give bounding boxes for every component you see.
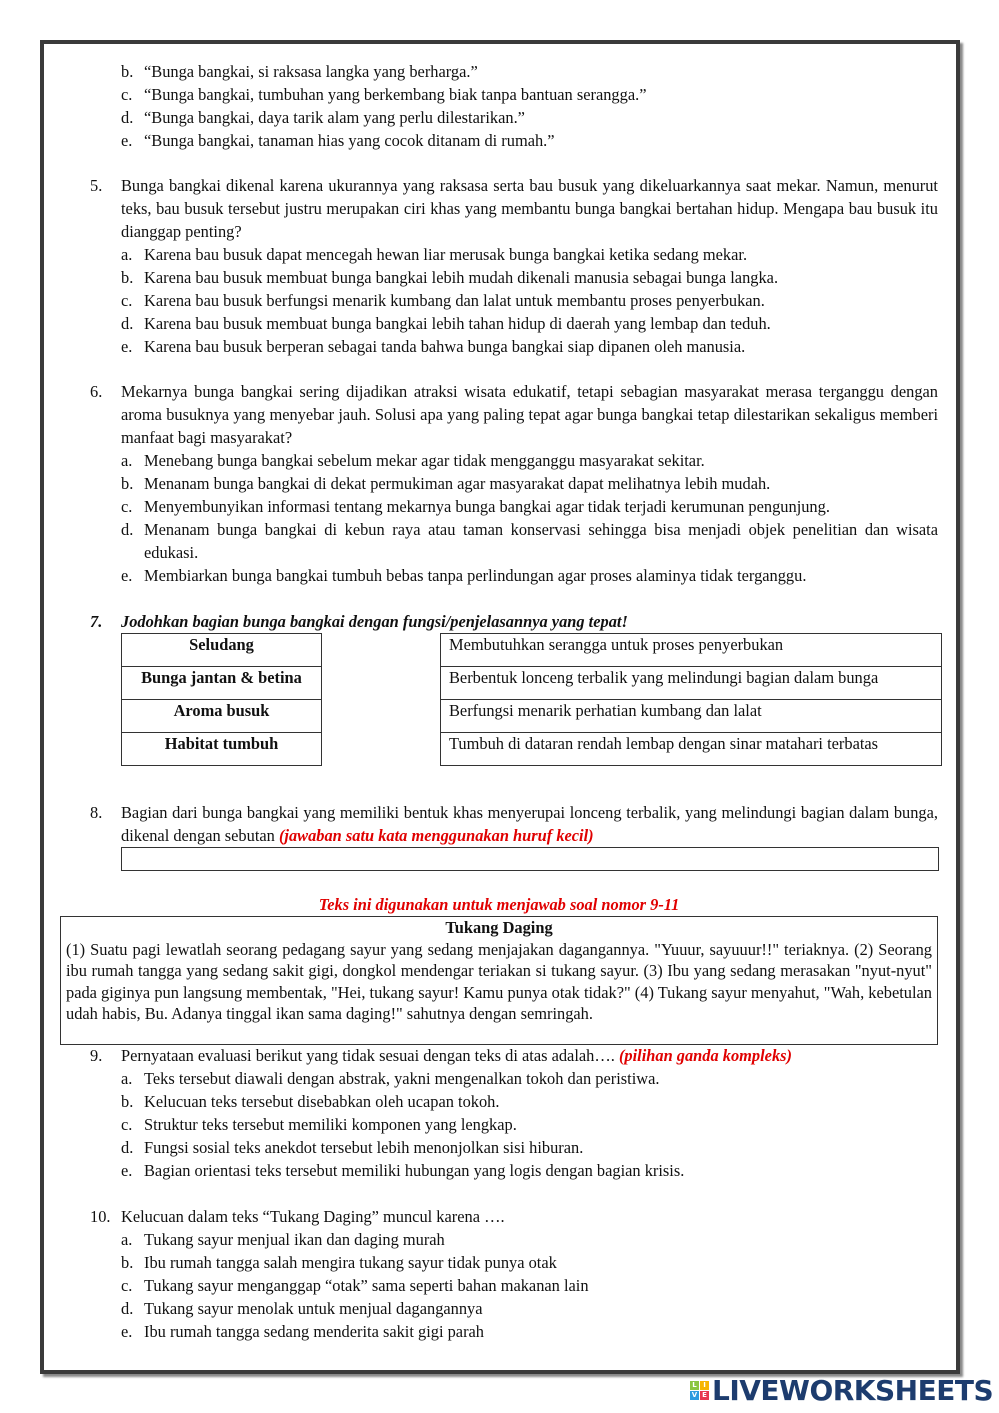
question-stem: Bunga bangkai dikenal karena ukurannya yang raksasa serta bau busuk yang dikeluarkannya saat mekar. Namun, menurut teks, bau busuk tersebut justru merupakan ciri khas yang membantu bunga bangkai bertahan hidup. Mengapa bau busuk itu dianggap penting? <box>121 176 938 241</box>
option-text: Tukang sayur menolak untuk menjual dagangannya <box>144 1299 483 1318</box>
answer-option[interactable] <box>121 83 938 106</box>
option-letter: b. <box>121 62 134 81</box>
option-text: Fungsi sosial teks anekdot tersebut lebih menonjolkan sisi hiburan. <box>144 1138 584 1157</box>
option-text: Menyembunyikan informasi tentang mekarnya bunga bangkai agar tidak terjadi kerumunan pengunjung. <box>144 497 830 516</box>
option-text: “Bunga bangkai, daya tarik alam yang perlu dilestarikan.” <box>144 108 525 127</box>
option-letter: c. <box>121 291 133 310</box>
option-letter: c. <box>121 1115 133 1134</box>
answer-input[interactable] <box>121 847 939 871</box>
answer-option[interactable] <box>121 243 938 266</box>
option-letter: e. <box>121 337 133 356</box>
option-text: Bagian orientasi teks tersebut memiliki hubungan yang logis dengan bagian krisis. <box>144 1161 685 1180</box>
answer-option[interactable] <box>121 472 938 495</box>
answer-option[interactable] <box>121 312 938 335</box>
option-letter: c. <box>121 85 133 104</box>
option-text: Ibu rumah tangga salah mengira tukang sayur tidak punya otak <box>144 1253 557 1272</box>
option-letter: e. <box>121 131 133 150</box>
logo-text: LIVEWORKSHEETS <box>712 1374 994 1407</box>
option-text: Tukang sayur menjual ikan dan daging murah <box>144 1230 445 1249</box>
option-text: Menanam bunga bangkai di dekat permukiman agar masyarakat dapat melihatnya lebih mudah. <box>144 474 771 493</box>
option-letter: c. <box>121 1276 133 1295</box>
answer-option[interactable] <box>121 449 938 472</box>
answer-option[interactable] <box>121 1297 938 1320</box>
option-text: Struktur teks tersebut memiliki komponen yang lengkap. <box>144 1115 517 1134</box>
option-text: “Bunga bangkai, tanaman hias yang cocok ditanam di rumah.” <box>144 131 555 150</box>
question-stem: Mekarnya bunga bangkai sering dijadikan atraksi wisata edukatif, tetapi sebagian masyarakat merasa terganggu dengan aroma busuknya yang menyebar jauh. Solusi apa yang paling tepat agar bunga bangkai tetap dilestarikan sekaligus memberi manfaat bagi masyarakat? <box>121 382 938 447</box>
answer-option[interactable] <box>121 266 938 289</box>
option-letter: e. <box>121 566 133 585</box>
option-text: Menebang bunga bangkai sebelum mekar agar tidak mengganggu masyarakat sekitar. <box>144 451 705 470</box>
option-letter: a. <box>121 1230 133 1249</box>
option-letter: a. <box>121 451 133 470</box>
match-right-item[interactable]: Berbentuk lonceng terbalik yang melindungi bagian dalam bunga <box>441 667 942 700</box>
question-6 <box>90 380 938 587</box>
match-right-item[interactable]: Membutuhkan serangga untuk proses penyerbukan <box>441 634 942 667</box>
match-left-item[interactable]: Bunga jantan & betina <box>122 667 322 700</box>
option-letter: d. <box>121 1299 134 1318</box>
option-letter: b. <box>121 268 134 287</box>
answer-option[interactable] <box>121 1228 938 1251</box>
question-stem: Pernyataan evaluasi berikut yang tidak sesuai dengan teks di atas adalah…. <box>121 1046 615 1065</box>
option-letter: d. <box>121 314 134 333</box>
option-letter: a. <box>121 245 133 264</box>
question-note: (pilihan ganda kompleks) <box>618 1046 792 1065</box>
option-letter: a. <box>121 1069 133 1088</box>
answer-option[interactable] <box>121 129 938 152</box>
question-5 <box>90 174 938 358</box>
option-text: Karena bau busuk membuat bunga bangkai lebih mudah dikenali manusia sebagai bunga langka. <box>144 268 779 287</box>
question-10 <box>90 1205 938 1343</box>
option-text: Membiarkan bunga bangkai tumbuh bebas tanpa perlindungan agar proses alaminya tidak terganggu. <box>144 566 807 585</box>
option-text: Karena bau busuk berperan sebagai tanda bahwa bunga bangkai siap dipanen oleh manusia. <box>144 337 746 356</box>
passage-box <box>60 916 938 1045</box>
match-left-item[interactable]: Habitat tumbuh <box>122 733 322 766</box>
match-right-column <box>440 633 942 766</box>
option-text: “Bunga bangkai, si raksasa langka yang berharga.” <box>144 62 478 81</box>
answer-option[interactable] <box>121 564 938 587</box>
answer-option[interactable] <box>121 1159 938 1182</box>
answer-option[interactable] <box>121 106 938 129</box>
answer-instruction: (jawaban satu kata menggunakan huruf kecil) <box>278 826 594 845</box>
question-stem: Bagian dari bunga bangkai yang memiliki bentuk khas menyerupai lonceng terbalik, yang melindungi bagian dalam bunga, dikenal dengan sebutan <box>121 803 938 845</box>
option-letter: e. <box>121 1161 133 1180</box>
question-stem: Jodohkan bagian bunga bangkai dengan fungsi/penjelasannya yang tepat! <box>121 612 628 631</box>
question-9 <box>90 1044 938 1182</box>
question-number: 10. <box>90 1207 111 1226</box>
passage-heading: Teks ini digunakan untuk menjawab soal nomor 9-11 <box>318 895 680 914</box>
match-right-item[interactable]: Tumbuh di dataran rendah lembap dengan sinar matahari terbatas <box>441 733 942 766</box>
option-text: Kelucuan teks tersebut disebabkan oleh ucapan tokoh. <box>144 1092 500 1111</box>
option-text: “Bunga bangkai, tumbuhan yang berkembang biak tanpa bantuan serangga.” <box>144 85 647 104</box>
option-text: Ibu rumah tangga sedang menderita sakit gigi parah <box>144 1322 484 1341</box>
option-text: Tukang sayur menganggap “otak” sama seperti bahan makanan lain <box>144 1276 589 1295</box>
option-letter: d. <box>121 1138 134 1157</box>
match-left-item[interactable]: Seludang <box>122 634 322 667</box>
match-right-item[interactable]: Berfungsi menarik perhatian kumbang dan lalat <box>441 700 942 733</box>
answer-option[interactable] <box>121 1136 938 1159</box>
match-left-column <box>121 633 322 766</box>
question-8 <box>90 801 938 847</box>
question-number: 9. <box>90 1046 103 1065</box>
question-number: 5. <box>90 176 103 195</box>
passage-text: (1) Suatu pagi lewatlah seorang pedagang sayur yang sedang menjajakan dagangannya. "Yuuur, sayuuur!!" teriaknya. (2) Seorang ibu rumah tangga yang sedang sakit gigi, dongkol mendengar teriakan si tukang sayur. (3) Ibu yang sedang merasakan "nyut-nyut" pada giginya pun langsung membentak, "Hei, tukang sayur! Kamu punya otak tidak?" (4) Tukang sayur menyahut, "Wah, kebetulan udah habis, Bu. Adanya tinggal ikan sama daging!" sahutnya dengan semringah. <box>66 939 932 1023</box>
answer-option[interactable] <box>121 1067 938 1090</box>
option-text: Teks tersebut diawali dengan abstrak, yakni mengenalkan tokoh dan peristiwa. <box>144 1069 660 1088</box>
question-number: 7. <box>90 612 103 631</box>
option-letter: b. <box>121 1253 134 1272</box>
answer-option[interactable] <box>121 289 938 312</box>
question-7 <box>90 610 938 633</box>
question-number: 8. <box>90 803 103 822</box>
option-text: Karena bau busuk dapat mencegah hewan liar merusak bunga bangkai ketika sedang mekar. <box>144 245 748 264</box>
answer-option[interactable] <box>121 1320 938 1343</box>
answer-option[interactable] <box>121 1251 938 1274</box>
answer-option[interactable] <box>121 60 938 83</box>
question-stem: Kelucuan dalam teks “Tukang Daging” muncul karena …. <box>121 1207 505 1226</box>
answer-option[interactable] <box>121 1113 938 1136</box>
option-text: Karena bau busuk membuat bunga bangkai lebih tahan hidup di daerah yang lembap dan teduh. <box>144 314 771 333</box>
option-letter: b. <box>121 474 134 493</box>
answer-option[interactable] <box>121 518 938 564</box>
passage-title: Tukang Daging <box>445 918 553 937</box>
option-text: Menanam bunga bangkai di kebun raya atau taman konservasi sehingga bisa menjadi objek penelitian dan wisata edukasi. <box>144 520 938 562</box>
match-left-item[interactable]: Aroma busuk <box>122 700 322 733</box>
option-letter: c. <box>121 497 133 516</box>
answer-option[interactable] <box>121 1090 938 1113</box>
liveworksheets-logo <box>690 1374 993 1407</box>
question-number: 6. <box>90 382 103 401</box>
option-text: Karena bau busuk berfungsi menarik kumbang dan lalat untuk membantu proses penyerbukan. <box>144 291 765 310</box>
option-letter: e. <box>121 1322 133 1341</box>
question-4-options <box>90 60 938 152</box>
answer-option[interactable] <box>121 495 938 518</box>
option-letter: d. <box>121 520 134 539</box>
answer-option[interactable] <box>121 335 938 358</box>
answer-option[interactable] <box>121 1274 938 1297</box>
option-letter: d. <box>121 108 134 127</box>
logo-icon: L I V E <box>690 1381 709 1400</box>
option-letter: b. <box>121 1092 134 1111</box>
